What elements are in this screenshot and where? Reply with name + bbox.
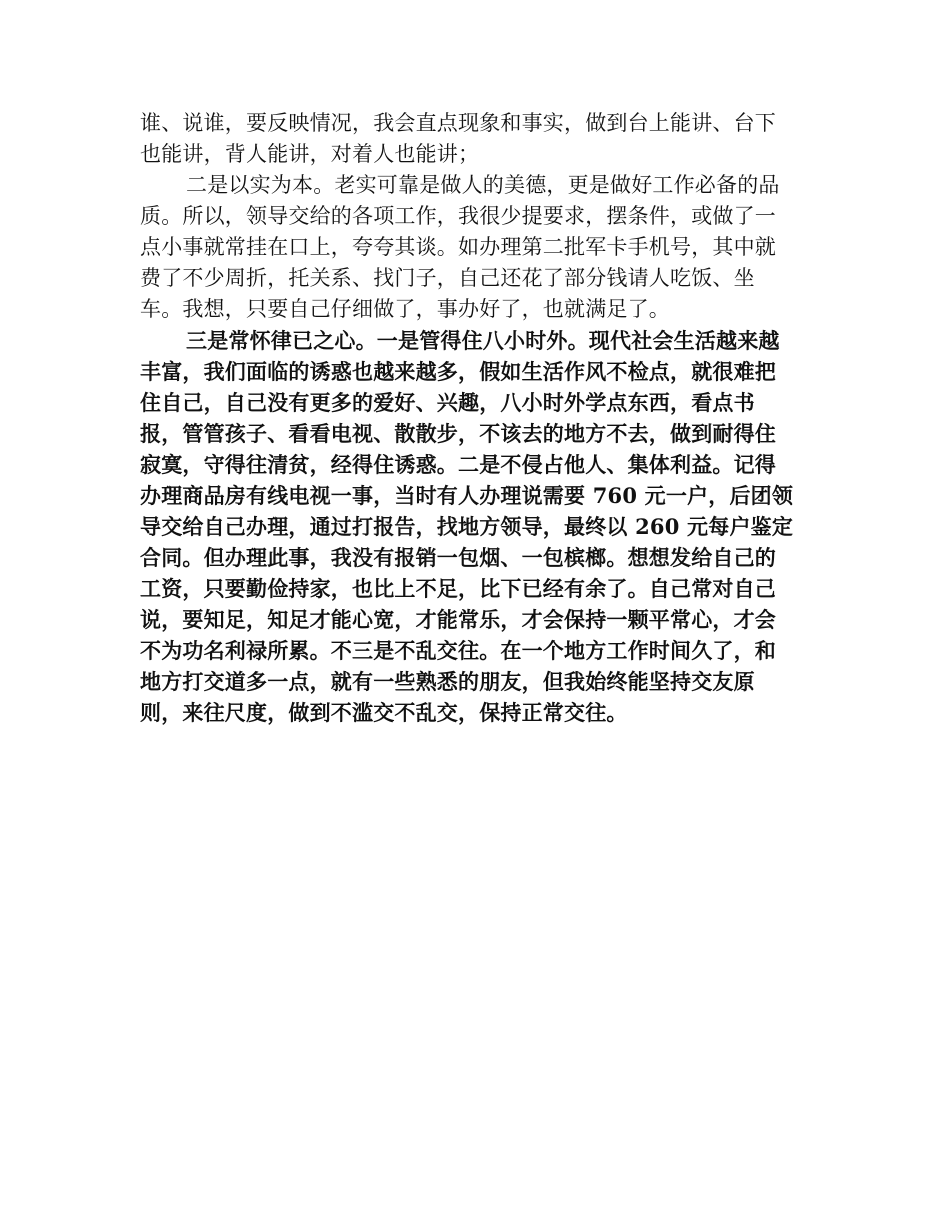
text-line: 质。所以，领导交给的各项工作，我很少提要求，摆条件，或做了一 [140, 204, 776, 228]
text-line: 住自己，自己没有更多的爱好、兴趣，八小时外学点东西，看点书 [140, 390, 755, 415]
text-line: 二是以实为本。老实可靠是做人的美德，更是做好工作必备的品 [186, 173, 780, 197]
text-line: 不为功名利禄所累。不三是不乱交往。在一个地方工作时间久了，和 [140, 638, 776, 663]
text-line: 则，来往尺度，做到不滥交不乱交，保持正常交往。 [140, 700, 628, 725]
paragraph-2 [140, 170, 800, 325]
text-line: 地方打交道多一点，就有一些熟悉的朋友，但我始终能坚持交友原 [140, 669, 755, 694]
text-line: 合同。但办理此事，我没有报销一包烟、一包槟榔。想想发给自己的 [140, 545, 776, 570]
text-line: 导交给自己办理，通过打报告，找地方领导，最终以 260 元每户鉴定 [140, 514, 794, 539]
paragraph-3 [140, 325, 800, 728]
paragraph-1 [140, 108, 800, 170]
text-line: 点小事就常挂在口上，夸夸其谈。如办理第二批军卡手机号，其中就 [140, 235, 776, 259]
text-line: 车。我想，只要自己仔细做了，事办好了，也就满足了。 [140, 297, 670, 321]
document-body [140, 108, 800, 728]
text-line: 也能讲，背人能讲，对着人也能讲； [140, 142, 480, 166]
text-line: 工资，只要勤俭持家，也比上不足，比下已经有余了。自己常对自己 [140, 576, 776, 601]
text-line: 丰富，我们面临的诱惑也越来越多，假如生活作风不检点，就很难把 [140, 359, 776, 384]
text-line: 办理商品房有线电视一事，当时有人办理说需要 760 元一户，后团领 [140, 483, 794, 508]
text-line: 说，要知足，知足才能心宽，才能常乐，才会保持一颗平常心，才会 [140, 607, 776, 632]
text-line: 报，管管孩子、看看电视、散散步，不该去的地方不去，做到耐得住 [140, 421, 776, 446]
text-line: 寂寞，守得往清贫，经得住诱惑。二是不侵占他人、集体利益。记得 [140, 452, 776, 477]
text-line: 三是常怀律已之心。一是管得住八小时外。现代社会生活越来越 [186, 328, 780, 353]
text-line: 谁、说谁，要反映情况，我会直点现象和事实，做到台上能讲、台下 [140, 111, 776, 135]
text-line: 费了不少周折，托关系、找门子，自己还花了部分钱请人吃饭、坐 [140, 266, 755, 290]
